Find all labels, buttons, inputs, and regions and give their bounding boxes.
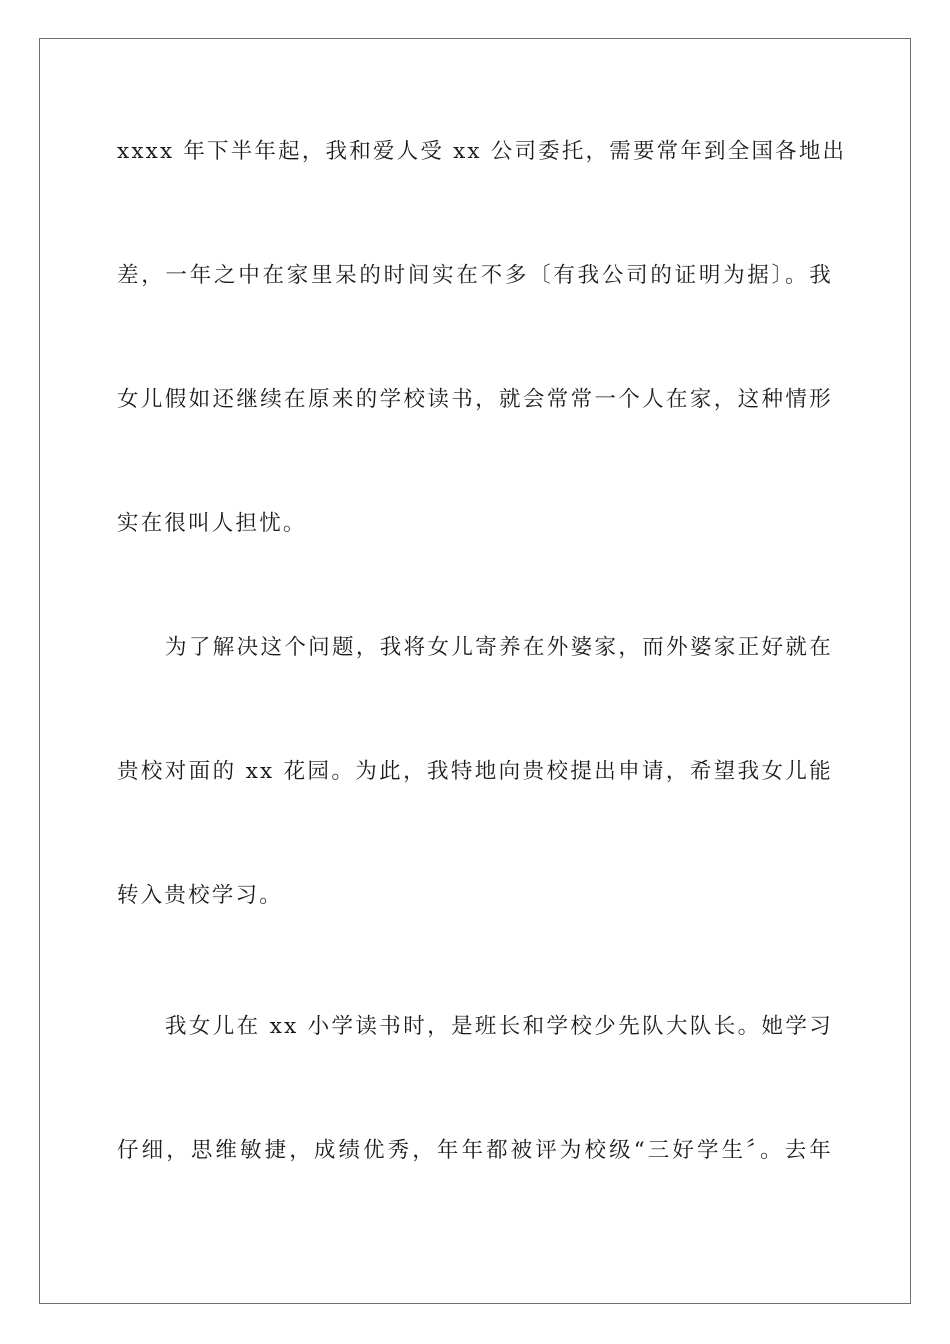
text-line: 贵校对面的 xx 花园。为此，我特地向贵校提出申请，希望我女儿能 [117,759,833,784]
page-border [39,38,911,1304]
paragraph-start-line: 为了解决这个问题，我将女儿寄养在外婆家，而外婆家正好就在 [165,635,833,660]
text-line: 女儿假如还继续在原来的学校读书，就会常常一个人在家，这种情形 [117,387,833,412]
text-line: 仔细，思维敏捷，成绩优秀，年年都被评为校级“三好学生〞。去年 [117,1138,833,1163]
text-line: 实在很叫人担忧。 [117,511,307,536]
text-line: 转入贵校学习。 [117,883,283,908]
text-line: xxxx 年下半年起，我和爱人受 xx 公司委托，需要常年到全国各地出 [117,139,847,164]
text-line: 差，一年之中在家里呆的时间实在不多〔有我公司的证明为据〕。我 [117,263,833,288]
paragraph-start-line: 我女儿在 xx 小学读书时，是班长和学校少先队大队长。她学习 [165,1014,833,1039]
